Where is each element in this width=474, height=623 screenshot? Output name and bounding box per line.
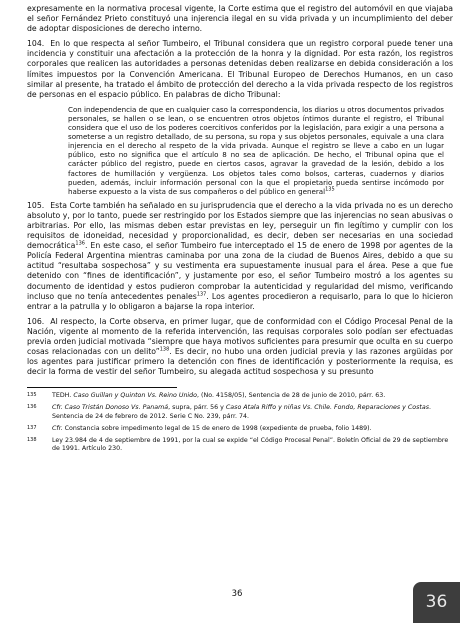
footnote-number: 137: [27, 424, 37, 431]
paragraph-number: 104.: [27, 39, 45, 49]
paragraph-text: . Los agentes procedieron a requisarlo, para lo que lo hicieron entrar a la patrulla y lo obligaron a bajarse la ropa interior.: [27, 291, 453, 311]
footnote-135: [27, 392, 453, 400]
paragraph-106: [27, 317, 453, 378]
paragraph-number: 105.: [27, 200, 45, 210]
page-content: [27, 4, 453, 453]
footnote-138: [27, 437, 453, 453]
footnote-text: [52, 404, 453, 420]
paragraph-text: . Es decir, no hubo una orden judicial previa y las razones argüidas por los agentes para justificar primero la detención con fines de identificación y posteriormente la requisa, es decir la forma de vestir del señor Tumbeiro, su alegada actitud sospechosa y su presunto: [27, 347, 453, 377]
footnote-text-part: Constancia sobre impedimento legal de 15 de enero de 1998 (expediente de prueba, folio 1489).: [62, 424, 372, 432]
page-number-badge: 36: [413, 582, 460, 623]
footnote-ref-135[interactable]: 135: [325, 186, 335, 193]
footnote-number: 136: [27, 404, 37, 411]
paragraph-number: 106.: [27, 316, 45, 326]
paragraph-text: . En este caso, el señor Tumbeiro fue interceptado el 15 de enero de 1998 por agentes de la Policía Federal Argentina mientras caminaba por una zona de la ciudad de Buenos Aires, debido a que su actitud “resultaba sospechosa” y su vestimenta era supuestamente inusual para el área. Pese a que fue detenido con “fines de identificación”, y justamente por eso, el señor Tumbeiro mostró a los agentes su documento de identidad y estos pudieron comprobar la autenticidad y regularidad del mismo, verificando incluso que no tenía antecedentes penales: [27, 241, 453, 301]
footnote-text: [52, 392, 453, 400]
footnote-text: [52, 425, 453, 433]
paragraph-103-tail: expresamente en la normativa procesal vigente, la Corte estima que el registro del automóvil en que viajaba el señor Fernández Prieto constituyó una injerencia ilegal en su vida privada y un incumplimiento del deber de adoptar disposiciones de derecho interno.: [27, 4, 453, 34]
footnote-ref-137[interactable]: 137: [196, 291, 207, 298]
paragraph-text: Esta Corte también ha señalado en su jurisprudencia que el derecho a la vida privada no es un derecho absoluto y, por lo tanto, puede ser restringido por los Estados siempre que las injerencias no sean abusivas o arbitrarias. Por ello, las mismas deben estar previstas en ley, perseguir un fin legítimo y cumplir con los requisitos de idoneidad, necesidad y proporcionalidad, es decir, deben ser necesarias en una sociedad democrática: [27, 200, 454, 251]
footnote-divider: [27, 387, 177, 388]
paragraph-text: En lo que respecta al señor Tumbeiro, el Tribunal considera que un registro corporal puede tener una incidencia y constituir una afectación a la protección de la honra y la dignidad. Por esta razón, los registros corporales que realicen las autoridades a personas detenidas deben realizarse en debida consideración a los límites impuestos por la Convención Americana. El Tribunal Europeo de Derechos Humanos, en un caso similar al presente, ha tratado el ámbito de protección del derecho a la vida privada respecto de los registros de personas en el espacio público. En palabras de dicho Tribunal:: [27, 39, 453, 99]
footnotes: [27, 392, 453, 453]
paragraph-105: [27, 201, 453, 312]
footnote-text: Ley 23.984 de 4 de septiembre de 1991, por la cual se expide “el Código Procesal Penal”. Boletín Oficial de 29 de septiembre de 1991. Artículo 230.: [52, 436, 449, 452]
footnote-text-part: , supra, párr. 56 y: [168, 404, 226, 412]
footnote-text-part: . Sentencia de 24 de febrero de 2012. Serie C No. 239, párr. 74.: [52, 404, 431, 420]
footnote-137: [27, 425, 453, 433]
footnote-ref-136[interactable]: 136: [75, 240, 85, 247]
footnote-number: 138: [27, 436, 37, 443]
block-quote: [68, 105, 444, 196]
paragraph-104: [27, 39, 453, 100]
paragraph-text: Al respecto, la Corte observa, en primer lugar, que de conformidad con el Código Procesal Penal de la Nación, vigente al momento de la referida intervención, las requisas corporales solo podían ser efectuadas previa orden judicial motivada “siempre que haya motivos suficientes para presumir que oculta en su cuerpo cosas relacionadas con un delito”: [27, 316, 453, 357]
footnote-text-part: TEDH.: [52, 392, 74, 400]
footnote-text-part: , (No. 4158/05), Sentencia de 28 de junio de 2010, párr. 63.: [197, 392, 386, 400]
citation-marker: Cfr.: [52, 424, 63, 432]
footnote-ref-138[interactable]: 138: [159, 346, 170, 353]
case-name: Caso Guillan y Quinton Vs. Reino Unido: [73, 392, 198, 400]
page-number: 36: [231, 589, 243, 599]
quote-text: Con independencia de que en cualquier caso la correspondencia, los diarios u otros documentos privados personales, se hallen o se lean, o se encuentren otros objetos íntimos durante el registro, el Tribunal considera que el uso de los poderes coercitivos conferidos por la legislación, para exigir a una persona a someterse a un registro detallado, de su persona, su ropa y sus objetos personales, equivale a una clara injerencia en el derecho al respeto de la vida privada. Aunque el registro se lleve a cabo en un lugar público, esto no significa que el artículo 8 no sea de aplicación. De hecho, el Tribunal opina que el carácter público del registro, puede en ciertos casos, agravar la gravedad de la lesión, debido a los factores de humillación y vergüenza. Los objetos tales como bolsos, carteras, cuadernos y diarios pueden, además, incluir información personal con la que el propietario pueda sentirse incómodo por haberse expuesto a la vista de sus compañeros o del público en general: [68, 104, 444, 196]
footnote-number: 135: [27, 392, 37, 399]
footnote-136: [27, 404, 453, 420]
case-name: Caso Atala Riffo y niñas Vs. Chile. Fondo, Reparaciones y Costas: [225, 404, 429, 412]
case-name: Cfr. Caso Tristán Donoso Vs. Panamá: [52, 404, 169, 412]
